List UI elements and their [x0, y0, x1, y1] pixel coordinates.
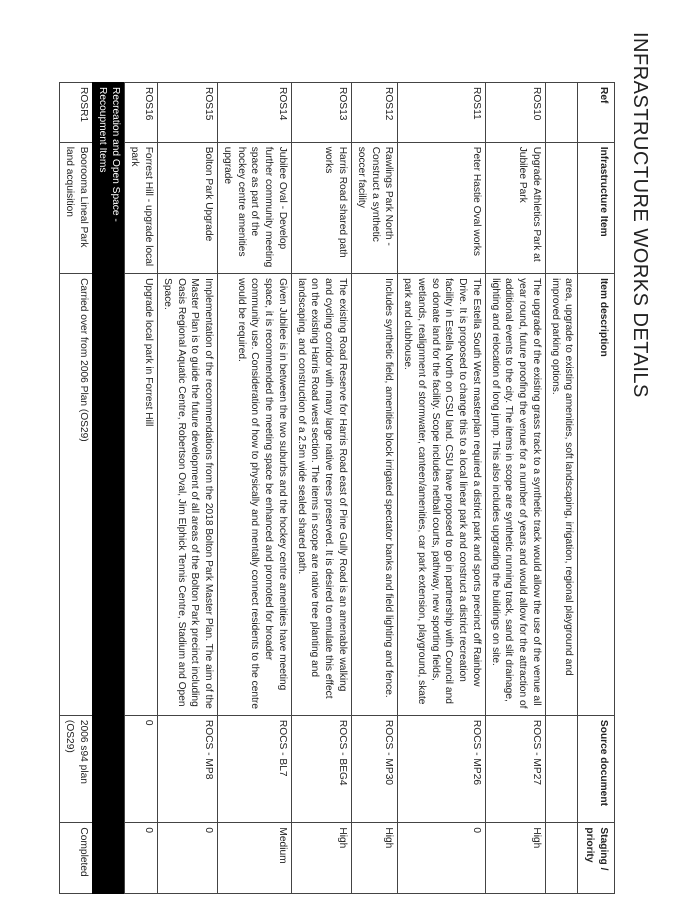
cell-description: area, upgrade to existing amenities, soft landscaping, irrigation, regional playground and improved parking options.: [545, 274, 578, 716]
cell-source: 0: [125, 715, 158, 822]
cell-ref: ROS11: [398, 83, 486, 143]
header-staging: Staging / priority: [578, 823, 615, 894]
cell-staging: 0: [125, 823, 158, 894]
header-description: Item description: [578, 274, 615, 716]
table-row: [291, 83, 351, 894]
cell-item: Jubilee Oval - Develop further community meeting space as part of the hockey centre amenities upgrade: [218, 142, 292, 273]
header-item: Infrastructure Item: [578, 142, 615, 273]
table-row: [218, 83, 292, 894]
cell-staging: [545, 823, 578, 894]
cell-item: [545, 142, 578, 273]
cell-description: The upgrade of the existing grass track to a synthetic track would allow the use of the venue all year round, future proofing the venue for a number of years and would allow for the attraction of additional events to the city. The items in scope are synthetic running track, sand slit drainage, lighting and relocation of long jump. This also includes upgrading the buildings on site.: [485, 274, 545, 716]
cell-staging: Medium: [218, 823, 292, 894]
cell-ref: ROS10: [485, 83, 545, 143]
cell-item: Forrest Hill - upgrade local park: [125, 142, 158, 273]
cell-item: Harris Road shared path works: [291, 142, 351, 273]
cell-source: [545, 715, 578, 822]
table-row: [398, 83, 486, 894]
cell-description: The Estella South West masterplan required a district park and sports precinct off Rainbow Drive. It is proposed to change this to a local linear park and construct a district recreation facility in Estella North on CSU land. CSU have proposed to go in partnership with Council and so donate land for the facility. Scope includes netball courts, pathway, new sporting fields, wetlands, realignment of stormwater, canteen/amenities, car park extension, playground, skate park and clubhouse.: [398, 274, 486, 716]
cell-staging: High: [485, 823, 545, 894]
cell-item: Bolton Park Upgrade: [158, 142, 218, 273]
cell-description: Given Jubilee is in between the two suburbs and the hockey centre amenities have meeting space, it is recommended the meeting space be enhanced and promoted for broader community use. Consideration of how to physically and mentally connect residents to the centre would be required.: [218, 274, 292, 716]
cell-ref: ROS12: [351, 83, 397, 143]
page-title: INFRASTRUCTURE WORKS DETAILS: [629, 32, 651, 398]
section-fill: [92, 274, 125, 894]
section-header-row: [92, 83, 125, 894]
cell-description: Carried over from 2006 Plan (OS29): [60, 274, 93, 716]
cell-ref: ROS14: [218, 83, 292, 143]
cell-ref: ROSR1: [60, 83, 93, 143]
cell-staging: High: [291, 823, 351, 894]
cell-description: Implementation of the recommendations from the 2018 Bolton Park Master Plan. The aim of the Master Plan is to guide the future development of all areas of the Bolton Park precinct including Oasis Regional Aquatic Centre, Robertson Oval, Jim Elphick Tennis Centre, Stadium and Open Space.: [158, 274, 218, 716]
table-row: [158, 83, 218, 894]
cell-ref: ROS13: [291, 83, 351, 143]
cell-source: ROCS - MP27: [485, 715, 545, 822]
cell-ref: ROS16: [125, 83, 158, 143]
cell-description: The existing Road Reserve for Harris Road east of Pine Gully Road is an amenable walking and cycling corridor with many large native trees preserved. It is desired to emulate this effect on the existing Harris Road west section. The items in scope are native tree planting and landscaping, and construction of a 2.5m wide sealed shared path.: [291, 274, 351, 716]
cell-source: ROCS - MP8: [158, 715, 218, 822]
table-row: [125, 83, 158, 894]
header-source: Source document: [578, 715, 615, 822]
table-row: [351, 83, 397, 894]
cell-item: Upgrade Athletics Park at Jubilee Park: [485, 142, 545, 273]
cell-item: Boorooma Lineal Park land acquisition: [60, 142, 93, 273]
cell-staging: 0: [398, 823, 486, 894]
infrastructure-table: [59, 82, 615, 894]
cell-item: Rawlings Park North - Construct a synthetic soccer facility: [351, 142, 397, 273]
cell-staging: Completed: [60, 823, 93, 894]
cell-ref: [545, 83, 578, 143]
cell-source: ROCS - BL7: [218, 715, 292, 822]
cell-description: Includes synthetic field, amenities block irrigated spectator banks and field lighting and fence.: [351, 274, 397, 716]
header-ref: Ref: [578, 83, 615, 143]
cell-staging: High: [351, 823, 397, 894]
table-row: [485, 83, 545, 894]
cell-description: Upgrade local park in Forrest Hill: [125, 274, 158, 716]
section-title: Recreation and Open Space - Recoupment Items: [92, 83, 125, 274]
table-row: [60, 83, 93, 894]
table-header-row: [578, 83, 615, 894]
cell-source: ROCS - BEG4: [291, 715, 351, 822]
cell-ref: ROS15: [158, 83, 218, 143]
cell-source: 2006 s94 plan (OS29): [60, 715, 93, 822]
cell-source: ROCS - MP26: [398, 715, 486, 822]
cell-staging: 0: [158, 823, 218, 894]
cell-source: ROCS - MP30: [351, 715, 397, 822]
cell-item: Peter Hastie Oval works: [398, 142, 486, 273]
table-row: [545, 83, 578, 894]
